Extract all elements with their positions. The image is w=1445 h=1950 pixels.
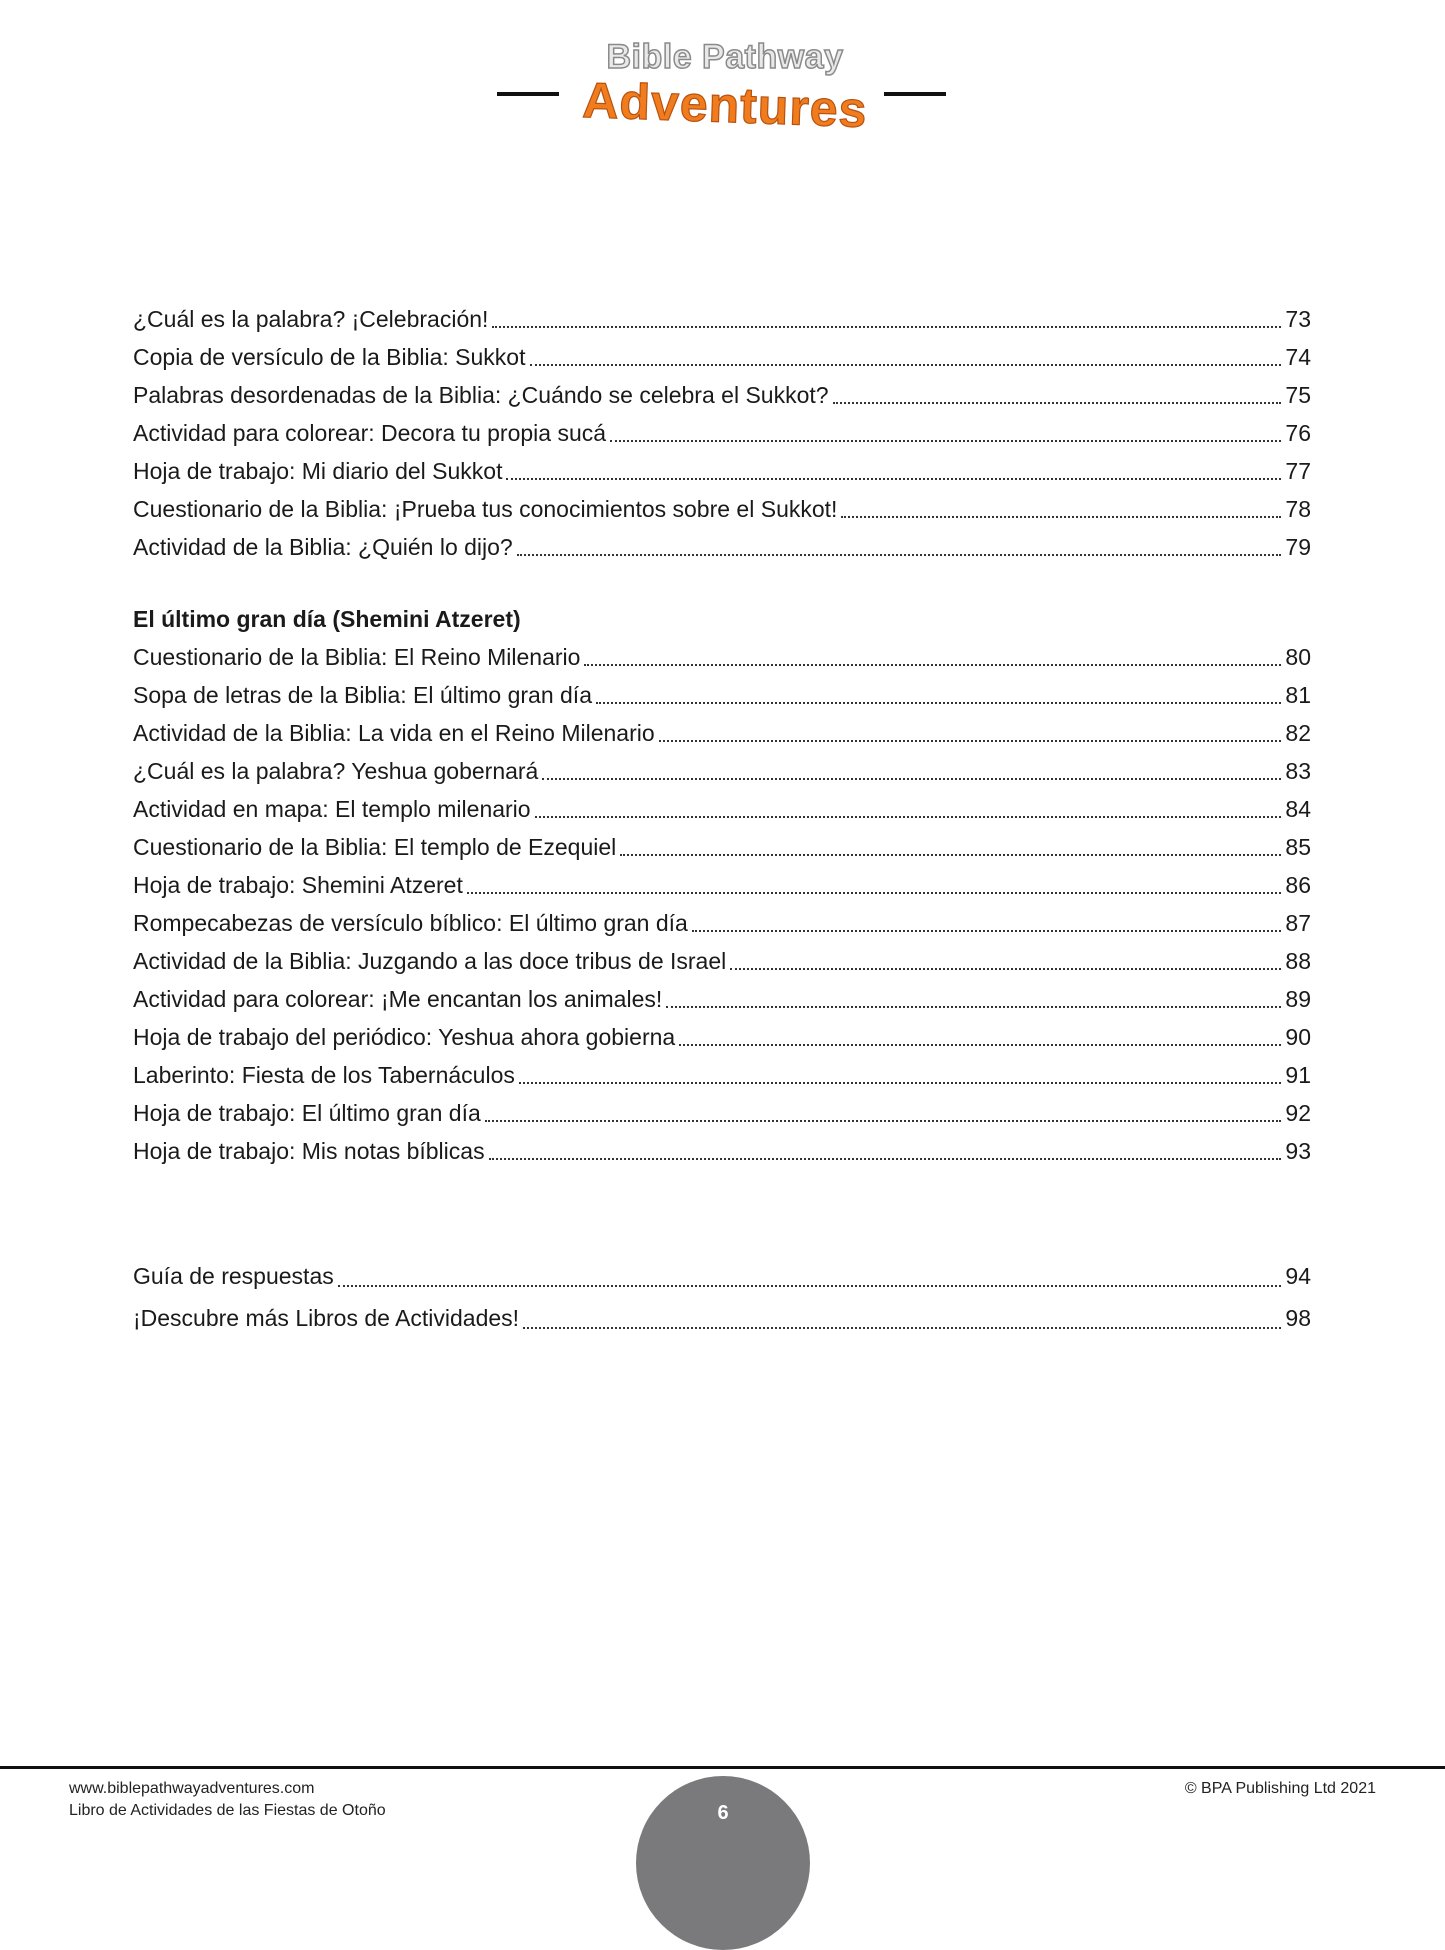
toc-dot-leader [666,1006,1281,1008]
toc-entry [133,714,1311,752]
toc-entry-page: 90 [1285,1024,1311,1050]
toc-dot-leader [833,402,1282,404]
toc-entry-page: 85 [1285,834,1311,860]
toc-dot-leader [620,854,1281,856]
toc-entry [133,300,1311,338]
toc-dot-leader [506,478,1281,480]
toc-entry [133,790,1311,828]
toc-entry-title: Actividad de la Biblia: La vida en el Reino Milenario [133,720,655,746]
toc-entry-title: Cuestionario de la Biblia: El templo de Ezequiel [133,834,617,860]
toc-entry-title: Cuestionario de la Biblia: ¡Prueba tus conocimientos sobre el Sukkot! [133,496,838,522]
toc-dot-leader [596,702,1281,704]
toc-entry-page: 80 [1285,644,1311,670]
section-heading: El último gran día (Shemini Atzeret) [133,606,521,632]
toc-dot-leader [467,892,1282,894]
toc-dot-leader [485,1120,1282,1122]
toc-section-shemini-atzeret [133,638,1311,1170]
toc-entry-title: Hoja de trabajo: Shemini Atzeret [133,872,463,898]
toc-entry-page: 81 [1285,682,1311,708]
toc-entry [133,828,1311,866]
toc-dot-leader [530,364,1282,366]
toc-dot-leader [523,1327,1281,1329]
toc-entry-title: Hoja de trabajo: Mis notas bíblicas [133,1138,485,1164]
toc-entry-title: Hoja de trabajo: Mi diario del Sukkot [133,458,503,484]
toc-entry-page: 84 [1285,796,1311,822]
toc-section-sukkot [133,300,1311,566]
toc-entry [133,1056,1311,1094]
toc-entry-title: Laberinto: Fiesta de los Tabernáculos [133,1062,515,1088]
toc-entry-title: Actividad de la Biblia: Juzgando a las doce tribus de Israel [133,948,727,974]
logo-main-text: Adventures [581,72,869,138]
toc-dot-leader [338,1285,1282,1287]
logo-top-text: Bible Pathway [606,38,844,76]
toc-dot-leader [692,930,1282,932]
bible-pathway-logo [495,30,955,140]
toc-entry-page: 87 [1285,910,1311,936]
toc-entry-page: 78 [1285,496,1311,522]
toc-entry [133,452,1311,490]
toc-section-appendix [133,1255,1311,1339]
footer-website: www.biblepathwayadventures.com [69,1780,315,1797]
toc-dot-leader [519,1082,1282,1084]
footer-copyright: © BPA Publishing Ltd 2021 [1184,1780,1376,1797]
toc-entry-page: 91 [1285,1062,1311,1088]
toc-entry-title: Actividad de la Biblia: ¿Quién lo dijo? [133,534,513,560]
toc-entry [133,638,1311,676]
toc-dot-leader [679,1044,1281,1046]
toc-entry-title: ¡Descubre más Libros de Actividades! [133,1305,520,1331]
toc-entry-page: 76 [1285,420,1311,446]
toc-entry [133,1297,1311,1339]
footer-book-title: Libro de Actividades de las Fiestas de Otoño [69,1802,386,1819]
toc-entry-page: 74 [1285,344,1311,370]
toc-entry-title: Hoja de trabajo del periódico: Yeshua ahora gobierna [133,1024,676,1050]
toc-entry-page: 75 [1285,382,1311,408]
toc-entry-page: 82 [1285,720,1311,746]
toc-entry-title: Actividad para colorear: ¡Me encantan los animales! [133,986,663,1012]
toc-entry-title: Hoja de trabajo: El último gran día [133,1100,481,1126]
toc-dot-leader [542,778,1281,780]
toc-entry-page: 98 [1285,1305,1311,1331]
toc-entry-title: ¿Cuál es la palabra? Yeshua gobernará [133,758,539,784]
toc-dot-leader [489,1158,1282,1160]
toc-entry [133,866,1311,904]
toc-entry-page: 86 [1285,872,1311,898]
toc-entry [133,980,1311,1018]
toc-entry-title: Actividad para colorear: Decora tu propia sucá [133,420,607,446]
toc-entry [133,1255,1311,1297]
toc-dot-leader [584,664,1281,666]
toc-entry-page: 92 [1285,1100,1311,1126]
toc-dot-leader [492,326,1281,328]
toc-entry-page: 89 [1285,986,1311,1012]
toc-entry [133,1094,1311,1132]
toc-dot-leader [730,968,1281,970]
toc-entry-title: Actividad en mapa: El templo milenario [133,796,531,822]
toc-dot-leader [841,516,1281,518]
toc-entry-page: 94 [1285,1263,1311,1289]
toc-entry [133,376,1311,414]
toc-entry-page: 73 [1285,306,1311,332]
toc-entry [133,942,1311,980]
toc-entry [133,1132,1311,1170]
toc-entry [133,904,1311,942]
toc-entry [133,1018,1311,1056]
toc-entry [133,490,1311,528]
toc-dot-leader [659,740,1282,742]
footer-divider [0,1766,1445,1769]
toc-entry-title: Palabras desordenadas de la Biblia: ¿Cuándo se celebra el Sukkot? [133,382,829,408]
toc-entry-title: Rompecabezas de versículo bíblico: El último gran día [133,910,688,936]
toc-entry-title: ¿Cuál es la palabra? ¡Celebración! [133,306,489,332]
page-number: 6 [717,1802,729,1824]
toc-entry [133,676,1311,714]
toc-entry-title: Copia de versículo de la Biblia: Sukkot [133,344,526,370]
toc-entry [133,338,1311,376]
toc-entry [133,528,1311,566]
toc-entry-page: 83 [1285,758,1311,784]
toc-dot-leader [610,440,1281,442]
toc-entry-title: Guía de respuestas [133,1263,334,1289]
toc-entry-title: Sopa de letras de la Biblia: El último gran día [133,682,592,708]
toc-dot-leader [535,816,1282,818]
toc-dot-leader [517,554,1282,556]
footer-left [69,1778,386,1822]
toc-entry-page: 93 [1285,1138,1311,1164]
toc-entry-page: 77 [1285,458,1311,484]
toc-entry [133,414,1311,452]
toc-entry-page: 88 [1285,948,1311,974]
toc-entry-page: 79 [1285,534,1311,560]
toc-entry-title: Cuestionario de la Biblia: El Reino Milenario [133,644,581,670]
toc-entry [133,752,1311,790]
